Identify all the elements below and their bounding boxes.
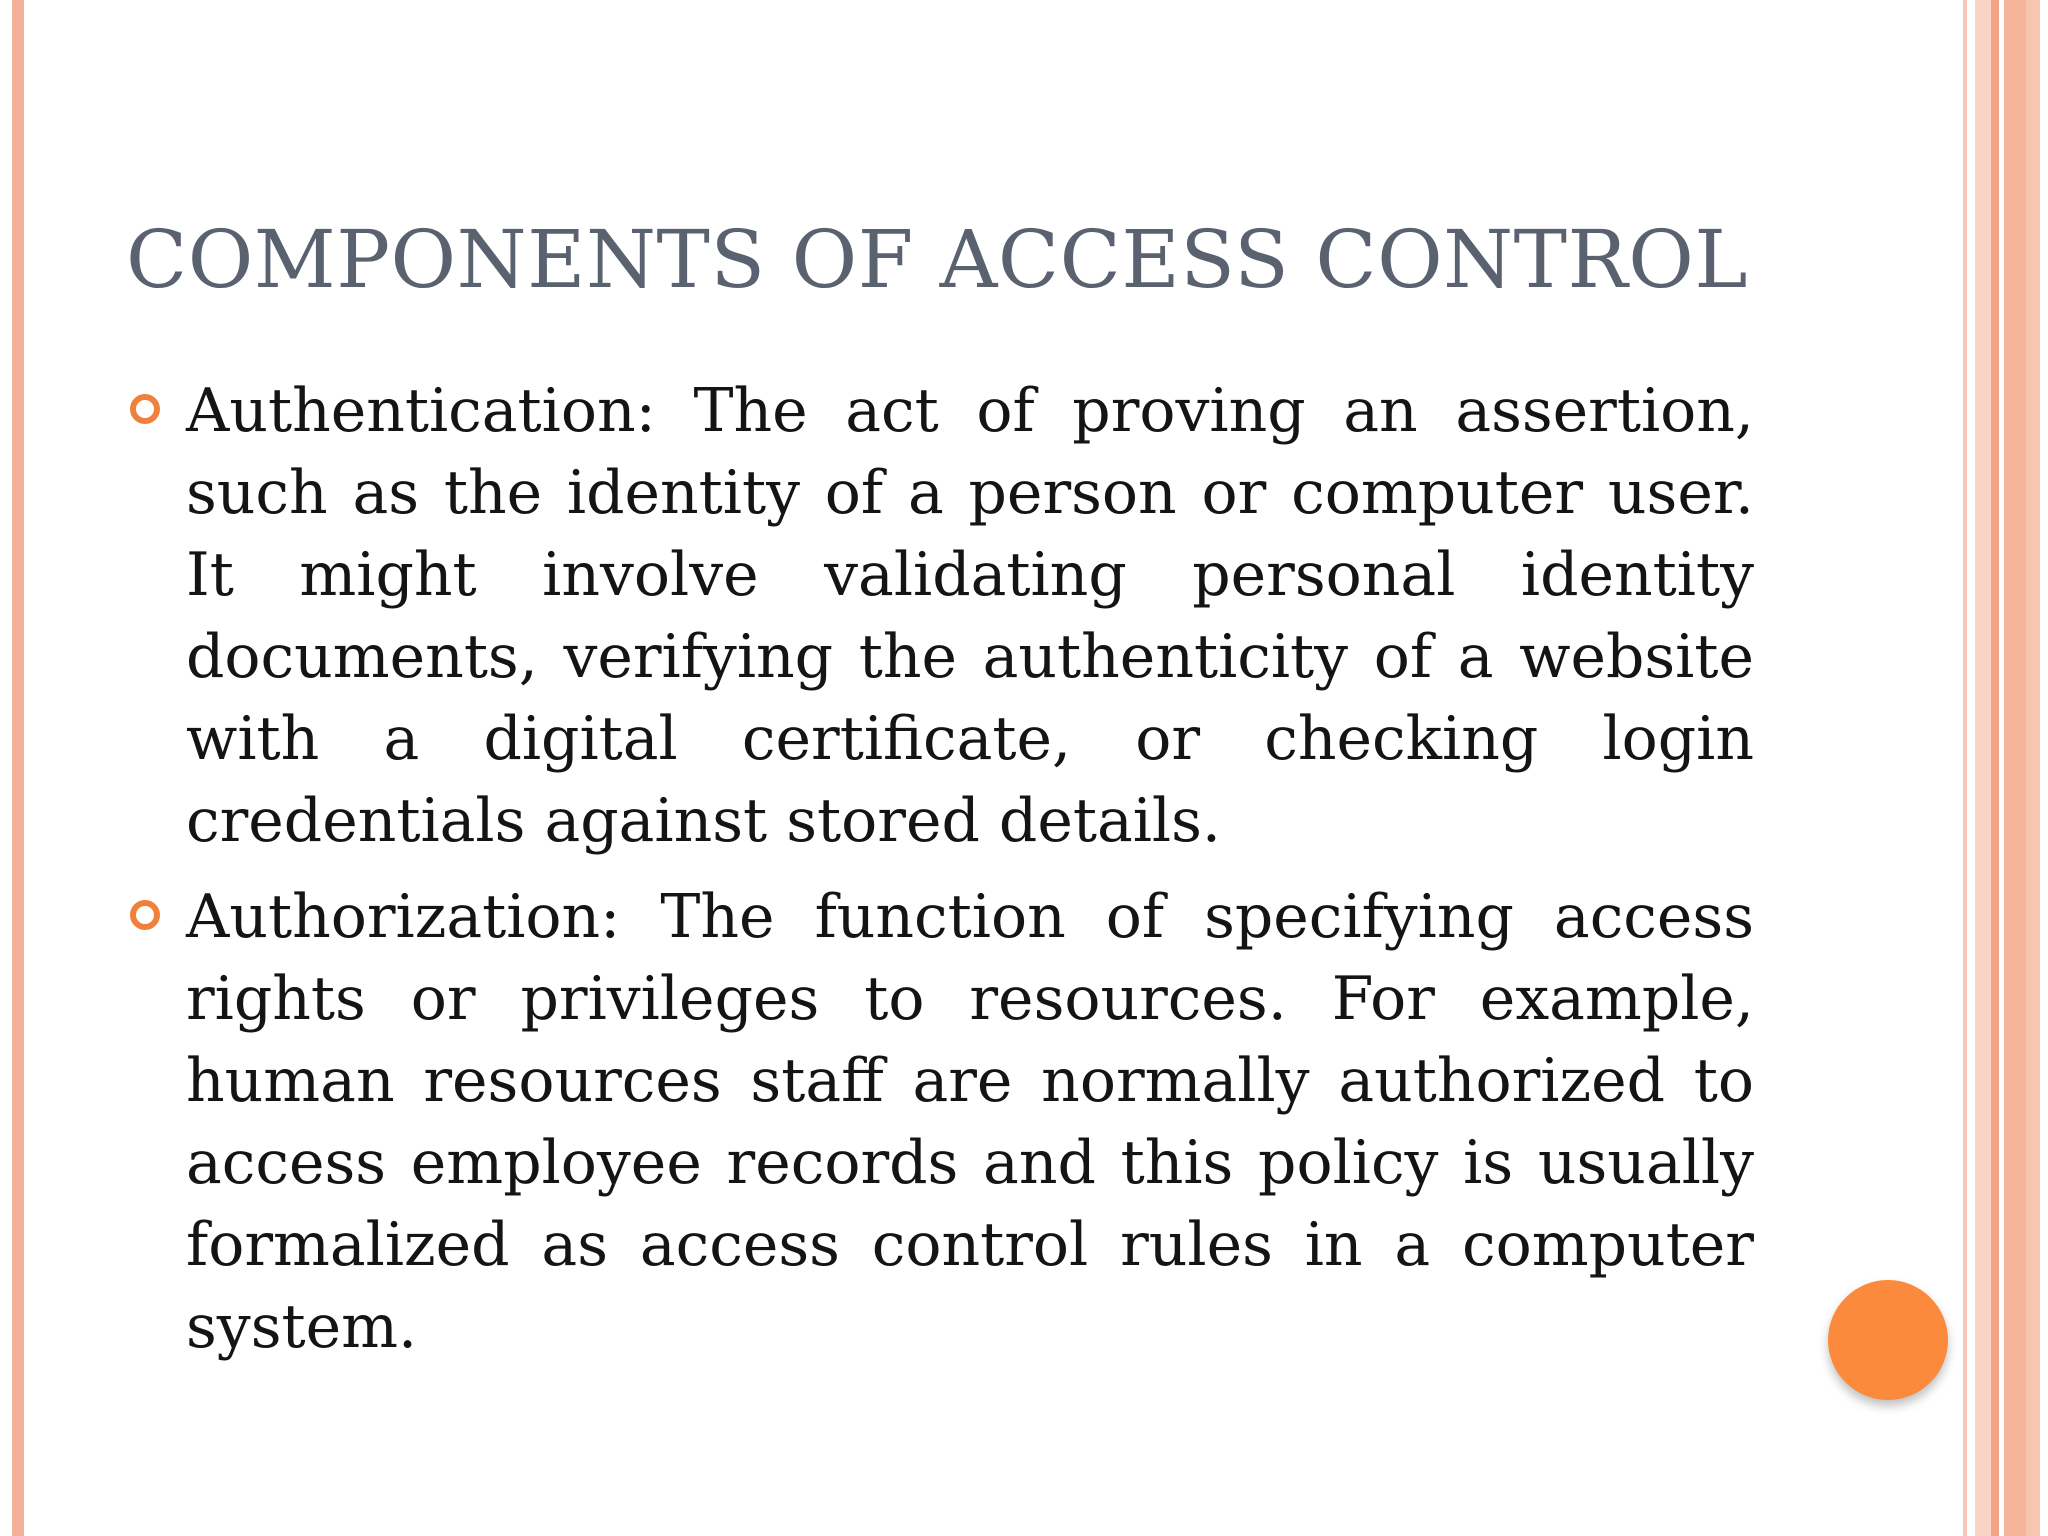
left-border-stripe [12,0,24,1536]
bullet-text: Authorization: The function of specifying access rights or privileges to resources. For example, human resources staff are normally authorized to access employee records and this policy is usually formalized as access control rules in a computer system. [186,882,1754,1362]
slide-title: COMPONENTS OF ACCESS CONTROL [126,213,1748,306]
right-border-stripe-4 [2004,0,2026,1536]
bullet-item-authorization [126,876,1754,1368]
bullet-item-authentication [126,370,1754,862]
right-border-stripe-2 [1975,0,1991,1536]
right-border-stripe-3 [1991,0,1999,1536]
orange-circle-icon [1828,1280,1948,1400]
ring-bullet-icon [130,900,160,930]
ring-bullet-icon [130,394,160,424]
bullet-text: Authentication: The act of proving an assertion, such as the identity of a person or computer user. It might involve validating personal identity documents, verifying the authenticity of a website with a digital certificate, or checking login credentials against stored details. [186,376,1754,856]
bullet-list [126,370,1754,1382]
right-border-stripe-5 [2026,0,2040,1536]
right-border-stripe-1 [1963,0,1967,1536]
